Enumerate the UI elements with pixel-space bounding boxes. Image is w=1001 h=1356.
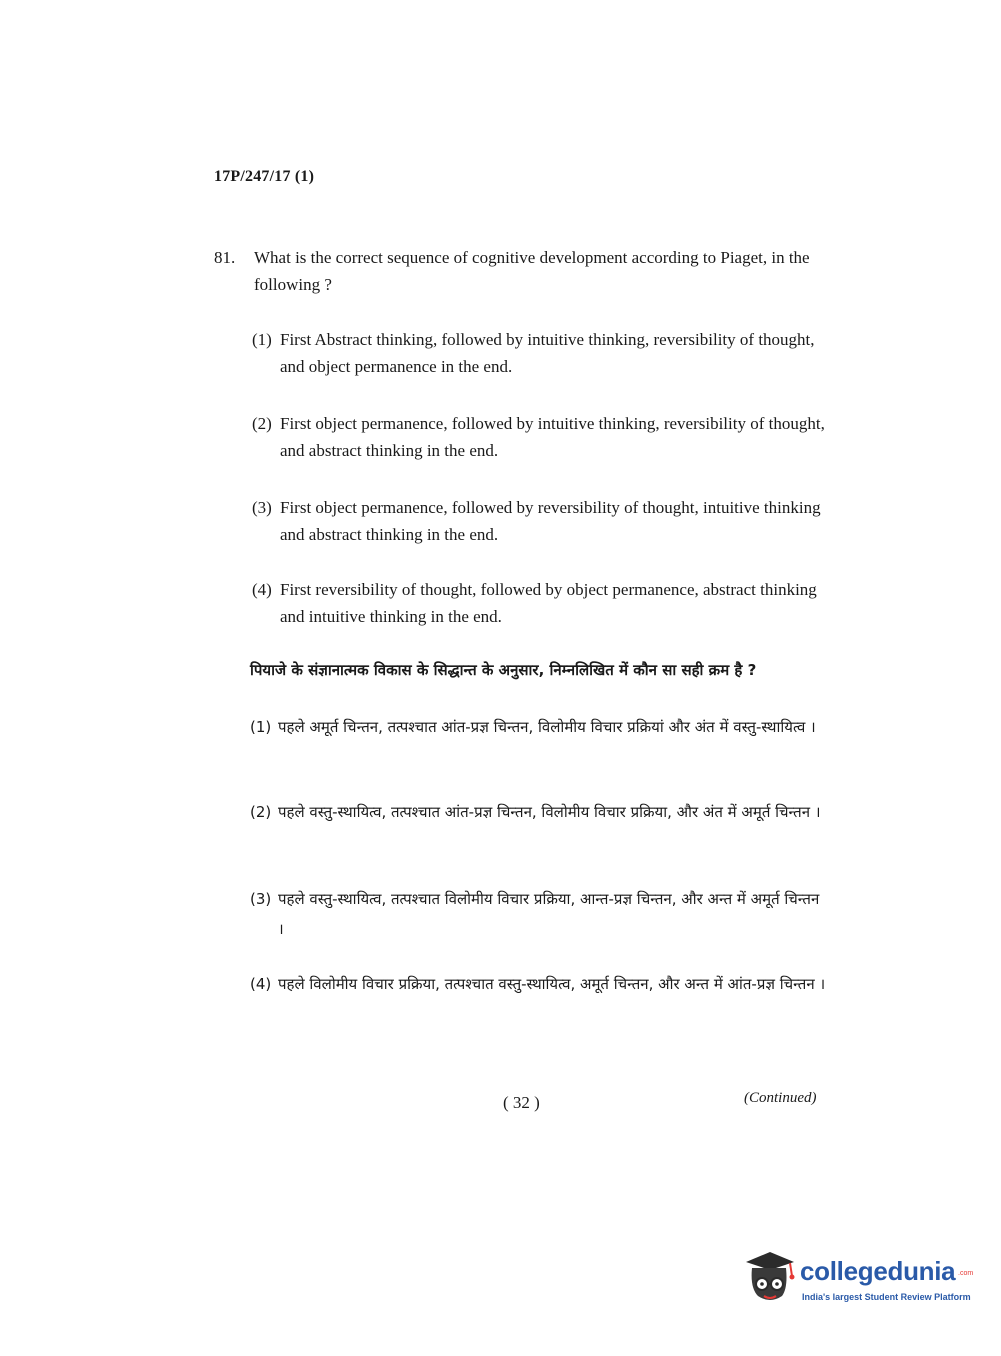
option-1-hindi	[250, 712, 826, 742]
option-text: First reversibility of thought, followed by object permanence, abstract thinking and intuitive thinking in the end.	[280, 580, 817, 626]
option-number: (3)	[250, 890, 272, 908]
page-number: ( 32 )	[503, 1093, 540, 1112]
collegedunia-logo[interactable]	[742, 1248, 972, 1318]
logo-tagline: India's largest Student Review Platform	[802, 1292, 971, 1302]
option-3-hindi	[250, 884, 826, 944]
option-1	[252, 326, 828, 380]
option-3	[252, 494, 828, 548]
option-text: पहले अमूर्त चिन्तन, तत्पश्चात आंत-प्रज्ञ चिन्तन, विलोमीय विचार प्रक्रियां और अंत में वस्तु-स्थायित्व ।	[278, 718, 816, 736]
option-2-hindi	[250, 797, 826, 827]
option-text: First object permanence, followed by reversibility of thought, intuitive thinking and abstract thinking in the end.	[280, 498, 821, 544]
option-2	[252, 410, 828, 464]
option-text: First Abstract thinking, followed by intuitive thinking, reversibility of thought, and object permanence in the end.	[280, 330, 815, 376]
question-block	[214, 244, 834, 298]
option-number: (3)	[252, 498, 272, 517]
option-text: पहले वस्तु-स्थायित्व, तत्पश्चात विलोमीय विचार प्रक्रिया, आन्त-प्रज्ञ चिन्तन, और अन्त में अमूर्त चिन्तन ।	[278, 890, 820, 938]
question-text-hindi: पियाजे के संज्ञानात्मक विकास के सिद्धान्त के अनुसार, निम्नलिखित में कौन सा सही क्रम है ?	[250, 661, 757, 679]
logo-wordmark: collegedunia	[800, 1256, 956, 1286]
option-number: (1)	[250, 718, 272, 736]
option-4-hindi	[250, 969, 826, 999]
paper-code: 17P/247/17 (1)	[214, 168, 315, 185]
option-number: (4)	[250, 975, 272, 993]
option-number: (1)	[252, 330, 272, 349]
option-text: First object permanence, followed by intuitive thinking, reversibility of thought, and abstract thinking in the end.	[280, 414, 825, 460]
continued-label: (Continued)	[744, 1090, 817, 1106]
option-text: पहले वस्तु-स्थायित्व, तत्पश्चात आंत-प्रज्ञ चिन्तन, विलोमीय विचार प्रक्रिया, और अंत में अमूर्त चिन्तन ।	[278, 803, 821, 821]
option-number: (2)	[252, 414, 272, 433]
question-number: 81.	[214, 248, 236, 267]
question-text: What is the correct sequence of cognitive development according to Piaget, in the following ?	[254, 248, 810, 294]
option-4	[252, 576, 828, 630]
option-number: (2)	[250, 803, 272, 821]
mascot-icon	[742, 1248, 796, 1308]
option-text: पहले विलोमीय विचार प्रक्रिया, तत्पश्चात वस्तु-स्थायित्व, अमूर्त चिन्तन, और अन्त में आंत-प्रज्ञ चिन्तन ।	[278, 975, 826, 993]
option-number: (4)	[252, 580, 272, 599]
logo-domain: .com	[958, 1270, 974, 1277]
